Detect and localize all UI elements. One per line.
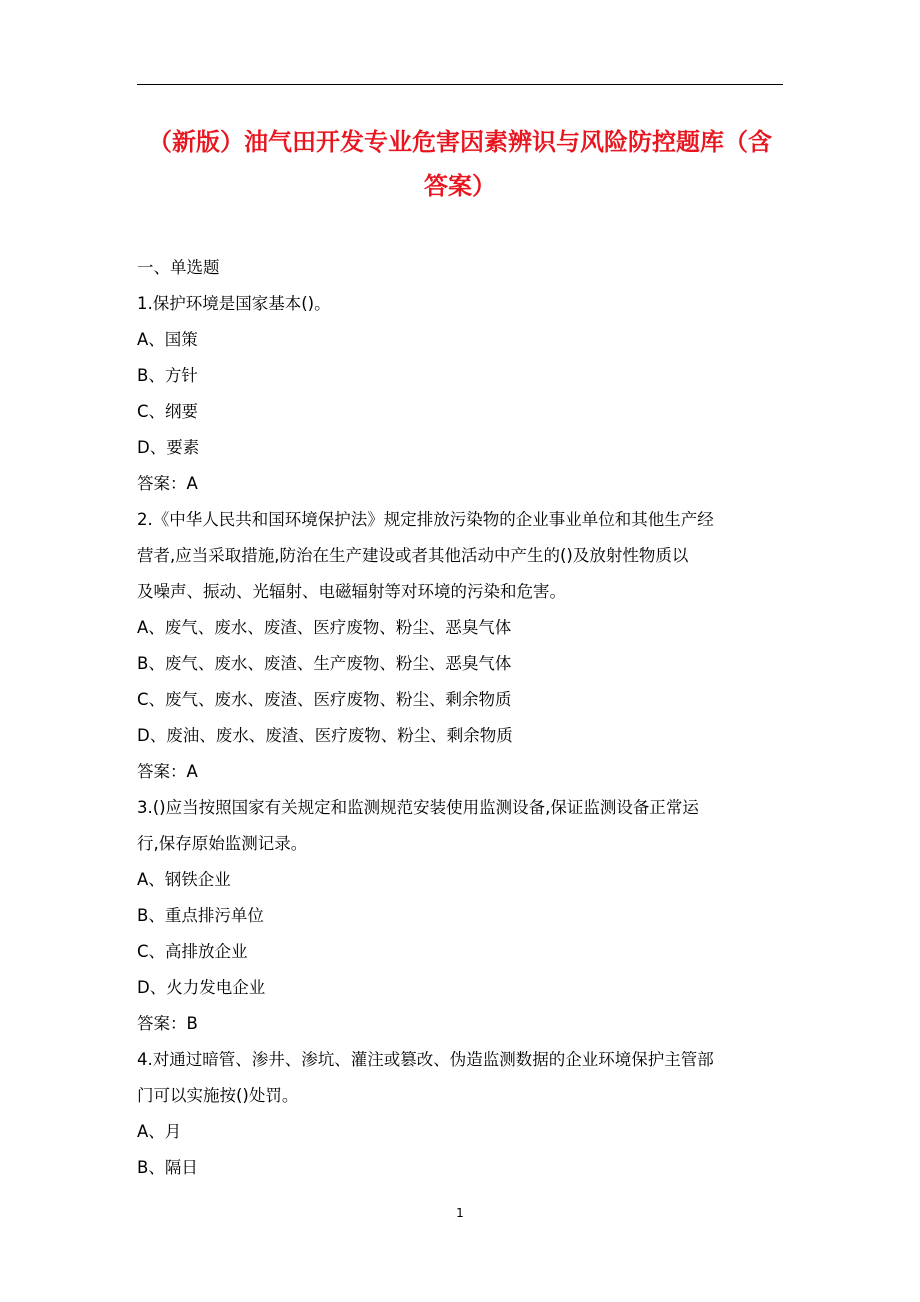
option-c: C、纲要 bbox=[137, 402, 199, 421]
question-stem: 2.《中华人民共和国环境保护法》规定排放污染物的企业事业单位和其他生产经 bbox=[137, 510, 714, 529]
answer: 答案：B bbox=[137, 1014, 198, 1033]
option-b: B、隔日 bbox=[137, 1158, 198, 1177]
question-stem: 3.()应当按照国家有关规定和监测规范安装使用监测设备,保证监测设备正常运 bbox=[137, 798, 699, 817]
question-stem: 行,保存原始监测记录。 bbox=[137, 834, 308, 853]
question-stem: 营者,应当采取措施,防治在生产建设或者其他活动中产生的()及放射性物质以 bbox=[137, 546, 689, 565]
section-heading: 一、单选题 bbox=[137, 258, 220, 277]
option-c: C、高排放企业 bbox=[137, 942, 248, 961]
option-b: B、重点排污单位 bbox=[137, 906, 264, 925]
title-line: （新版）油气田开发专业危害因素辨识与风险防控题库（含 bbox=[148, 128, 772, 156]
question-stem: 1.保护环境是国家基本()。 bbox=[137, 294, 331, 313]
header-rule bbox=[137, 84, 783, 85]
page-number: 1 bbox=[456, 1206, 464, 1220]
question-stem: 4.对通过暗管、渗井、渗坑、灌注或篡改、伪造监测数据的企业环境保护主管部 bbox=[137, 1050, 714, 1069]
option-a: A、国策 bbox=[137, 330, 198, 349]
question-stem: 及噪声、振动、光辐射、电磁辐射等对环境的污染和危害。 bbox=[137, 582, 566, 601]
option-a: A、月 bbox=[137, 1122, 182, 1141]
answer: 答案：A bbox=[137, 762, 198, 781]
option-d: D、火力发电企业 bbox=[137, 978, 266, 997]
title-line: 答案） bbox=[424, 172, 496, 200]
option-a: A、钢铁企业 bbox=[137, 870, 231, 889]
option-d: D、要素 bbox=[137, 438, 200, 457]
option-c: C、废气、废水、废渣、医疗废物、粉尘、剩余物质 bbox=[137, 690, 512, 709]
option-b: B、废气、废水、废渣、生产废物、粉尘、恶臭气体 bbox=[137, 654, 512, 673]
option-a: A、废气、废水、废渣、医疗废物、粉尘、恶臭气体 bbox=[137, 618, 512, 637]
document-body bbox=[137, 250, 783, 1186]
document-title bbox=[137, 120, 783, 208]
question-stem: 门可以实施按()处罚。 bbox=[137, 1086, 299, 1105]
answer: 答案：A bbox=[137, 474, 198, 493]
option-d: D、废油、废水、废渣、医疗废物、粉尘、剩余物质 bbox=[137, 726, 513, 745]
option-b: B、方针 bbox=[137, 366, 198, 385]
